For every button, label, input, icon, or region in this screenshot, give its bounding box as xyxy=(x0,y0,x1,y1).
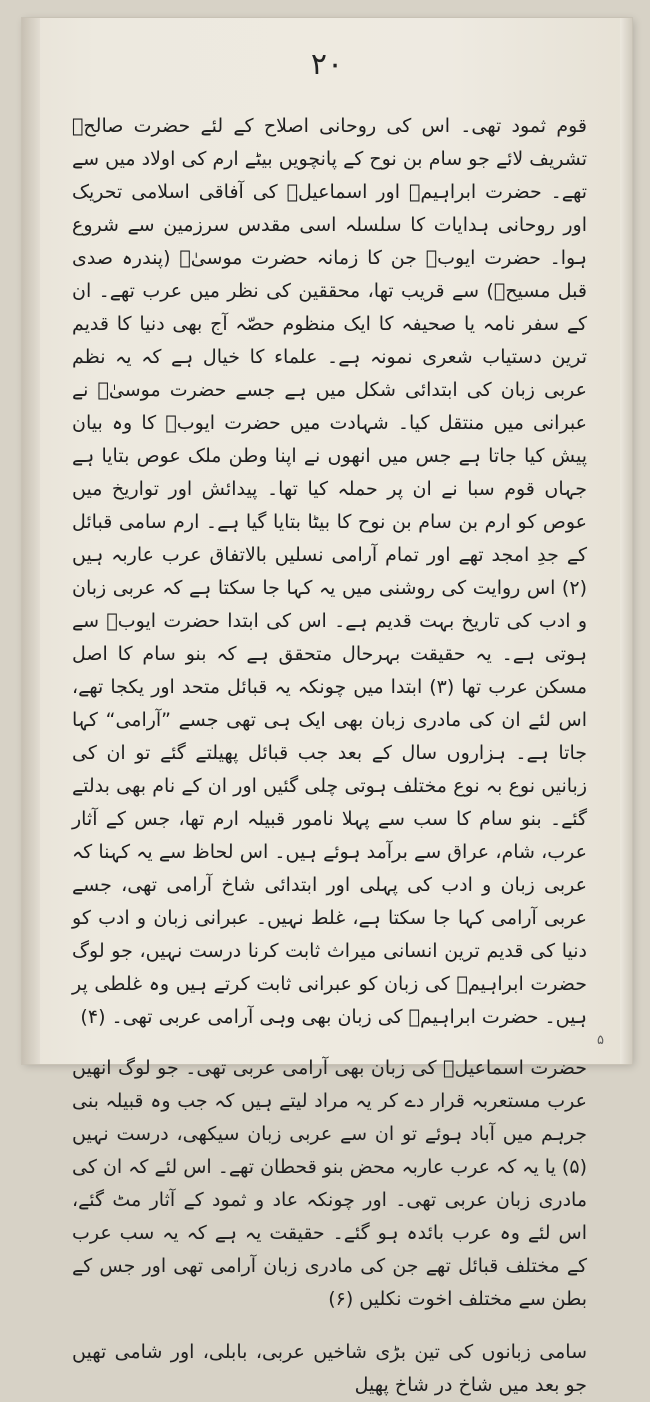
document-page xyxy=(22,18,632,1396)
footer-mark: ۵ xyxy=(597,1033,604,1048)
paragraph-2: حضرت اسماعیلؑ کی زبان بھی آرامی عربی تھی۔ جو لوگ انھیں عرب مستعربہ قرار دے کر یہ مراد لیتے ہیں کہ جب وہ قبیلہ بنی جرہم میں آباد ہوئے تو ان سے عربی زبان سیکھی، درست نہیں (۵) یا یہ کہ عرب عاربہ محض بنو قحطان تھے۔ اس لئے کہ ان کی مادری زبان عربی تھی۔ اور چونکہ عاد و ثمود کے آثار مٹ گئے، اس لئے وہ عرب بائدہ ہو گئے۔ حقیقت یہ ہے کہ یہ سب عرب کے مختلف قبائل تھے جن کی مادری زبان آرامی تھی اور جس کے بطن سے مختلف اخوت نکلیں (۶) xyxy=(72,1057,587,1310)
document-body xyxy=(72,110,587,1402)
page-left-edge xyxy=(22,18,40,1064)
page-right-edge xyxy=(620,18,632,1064)
paragraph-1: قوم ثمود تھی۔ اس کی روحانی اصلاح کے لئے حضرت صالحؑ تشریف لائے جو سام بن نوح کے پانچویں بیٹے ارم کی اولاد میں سے تھے۔ حضرت ابراہیمؑ اور اسماعیلؑ کی آفاقی اسلامی تحریک اور روحانی ہدایات کا سلسلہ اسی مقدس سرزمین سے شروع ہوا۔ حضرت ایوبؑ جن کا زمانہ حضرت موسیٰؑ (پندرہ صدی قبل مسیحؑ) سے قریب تھا، محققین کی نظر میں عرب تھے۔ ان کے سفر نامہ یا صحیفہ کا ایک منظوم حصّہ آج بھی دنیا کا قدیم ترین دستیاب شعری نمونہ ہے۔ علماء کا خیال ہے کہ یہ نظم عربی زبان کی ابتدائی شکل میں ہے جسے حضرت موسیٰؑ نے عبرانی میں منتقل کیا۔ شہادت میں حضرت ایوبؑ کا وہ بیان پیش کیا جاتا ہے جس میں انھوں نے اپنا وطن ملک عوص بتایا ہے جہاں قوم سبا نے ان پر حملہ کیا تھا۔ پیدائش اور تواریخ میں عوص کو ارم بن سام بن نوح کا بیٹا بتایا گیا ہے۔ ارم سامی قبائل کے جدِ امجد تھے اور تمام آرامی نسلیں بالاتفاق عرب عاربہ ہیں (۲) اس روایت کی روشنی میں یہ کہا جا سکتا ہے کہ عربی زبان و ادب کی تاریخ بہت قدیم ہے۔ اس کی ابتدا حضرت ایوبؑ سے ہوتی ہے۔ یہ حقیقت بہرحال متحقق ہے کہ بنو سام کا اصل مسکن عرب تھا (۳) ابتدا میں چونکہ یہ قبائل متحد اور یکجا تھے، اس لئے ان کی مادری زبان بھی ایک ہی تھی جسے ”آرامی“ کہا جاتا ہے۔ ہزاروں سال کے بعد جب قبائل پھیلتے گئے تو ان کی زبانیں نوع بہ نوع مختلف ہوتی چلی گئیں اور ان کے نام بھی بدلتے گئے۔ بنو سام کا سب سے پہلا نامور قبیلہ ارم تھا، جس کے آثار عرب، شام، عراق سے برآمد ہوئے ہیں۔ اس لحاظ سے یہ کہنا کہ عربی زبان و ادب کی پہلی اور ابتدائی شاخ آرامی تھی، جسے عربی آرامی کہا جا سکتا ہے، غلط نہیں۔ عبرانی زبان و ادب کو دنیا کی قدیم ترین انسانی میراث ثابت کرنا درست نہیں، جو لوگ حضرت ابراہیمؑ کی زبان کو عبرانی ثابت کرتے ہیں وہ غلطی پر ہیں۔ حضرت ابراہیمؑ کی زبان بھی وہی آرامی عربی تھی۔ (۴) xyxy=(72,115,588,1028)
paragraph-3: سامی زبانوں کی تین بڑی شاخیں عربی، بابلی، اور شامی تھیں جو بعد میں شاخ در شاخ پھیل xyxy=(72,1341,587,1396)
page-number: ۲۰ xyxy=(310,47,344,82)
